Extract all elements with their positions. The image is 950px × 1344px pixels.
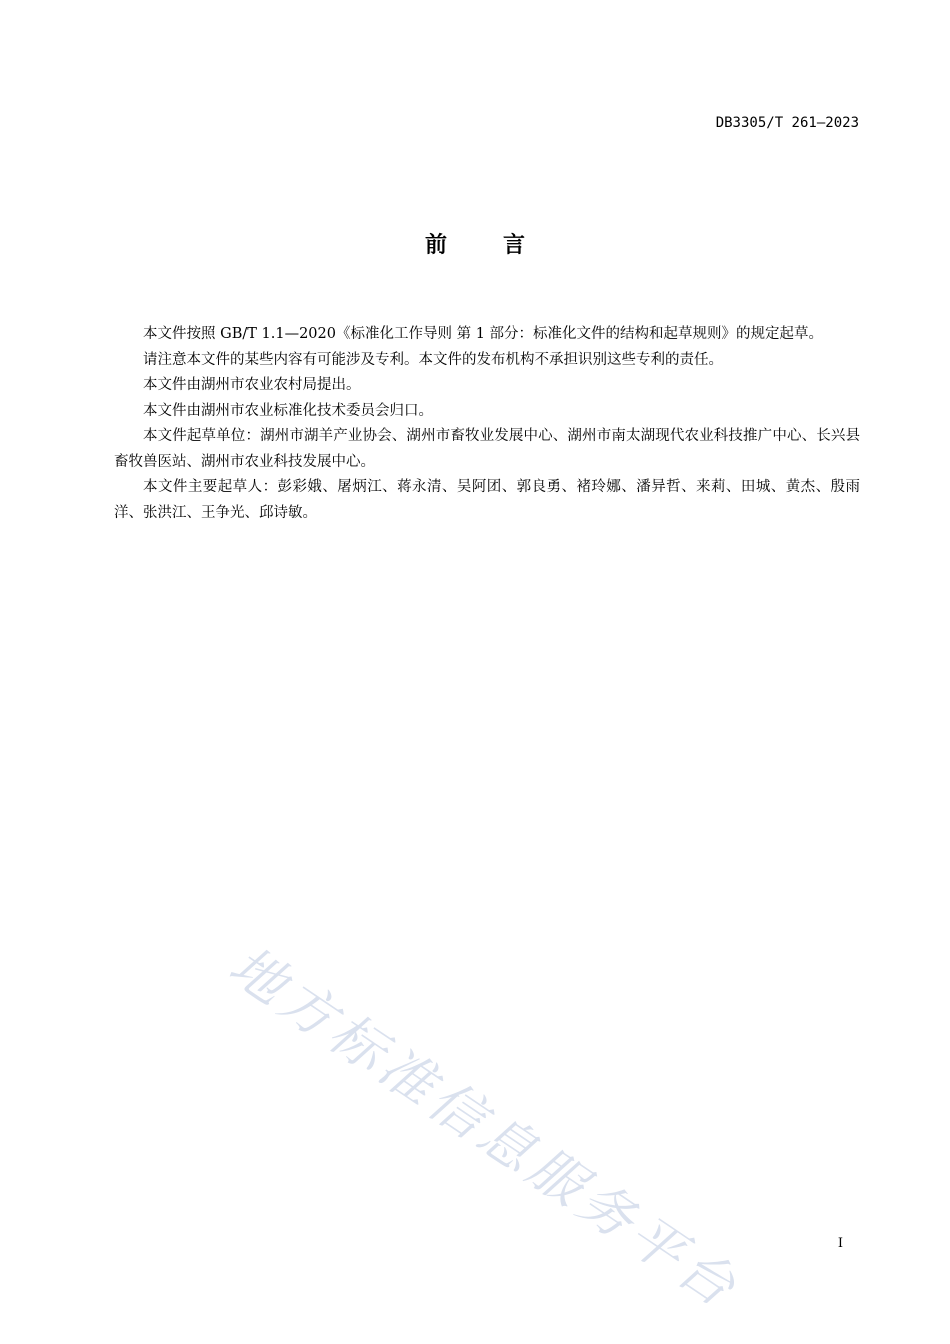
foreword-body <box>114 322 860 526</box>
paragraph-administered-by: 本文件由湖州市农业标准化技术委员会归口。 <box>143 402 433 419</box>
paragraph-main-drafters: 本文件主要起草人：彭彩娥、屠炳江、蒋永清、吴阿团、郭良勇、褚玲娜、潘异哲、来莉、田城、黄杰、殷雨洋、张洪江、王争光、邱诗敏。 <box>114 479 860 521</box>
paragraph-drafting-rules: 本文件按照 GB/T 1.1—2020《标准化工作导则 第 1 部分：标准化文件的结构和起草规则》的规定起草。 <box>143 326 824 342</box>
paragraph-proposed-by: 本文件由湖州市农业农村局提出。 <box>143 377 361 393</box>
page-title: 前言 <box>424 233 581 258</box>
watermark: 地方标准信息服务平台 <box>218 933 751 1322</box>
page-number: I <box>837 1236 843 1251</box>
paragraph-drafting-units: 本文件起草单位：湖州市湖羊产业协会、湖州市畜牧业发展中心、湖州市南太湖现代农业科技推广中心、长兴县畜牧兽医站、湖州市农业科技发展中心。 <box>114 428 860 470</box>
paragraph-patent-notice: 请注意本文件的某些内容有可能涉及专利。本文件的发布机构不承担识别这些专利的责任。 <box>143 351 723 368</box>
document-code: DB3305/T 261—2023 <box>715 115 859 131</box>
